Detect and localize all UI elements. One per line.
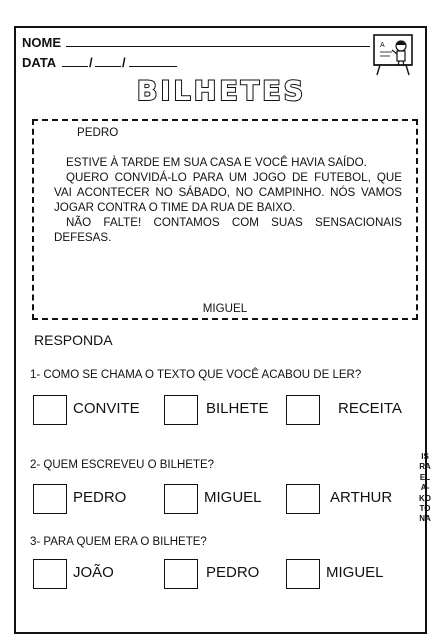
checkbox[interactable] — [164, 484, 198, 514]
date-month-line[interactable] — [95, 66, 121, 67]
option-label: MIGUEL — [326, 564, 384, 581]
classroom-board-icon — [372, 32, 414, 76]
date-separator: / — [122, 55, 126, 70]
svg-text:A: A — [380, 42, 385, 49]
note-paragraph: ESTIVE À TARDE EM SUA CASA E VOCÊ HAVIA SAÍDO. — [66, 156, 367, 169]
section-label: RESPONDA — [34, 332, 113, 348]
option-label: BILHETE — [206, 400, 269, 417]
name-field — [22, 35, 61, 50]
option-label: MIGUEL — [204, 489, 262, 506]
name-label: NOME — [22, 35, 61, 50]
checkbox[interactable] — [33, 395, 67, 425]
checkbox[interactable] — [164, 395, 198, 425]
question-1: 1- COMO SE CHAMA O TEXTO QUE VOCÊ ACABOU DE LER? — [30, 369, 362, 381]
note-signature: MIGUEL — [202, 302, 248, 315]
author-credit: ISRAELA-KOTONA — [419, 452, 431, 524]
note-paragraph: NÃO FALTE! CONTAMOS COM SUAS SENSACIONAIS DEFESAS. — [54, 216, 402, 244]
date-label: DATA — [22, 55, 57, 70]
question-2: 2- QUEM ESCREVEU O BILHETE? — [30, 459, 215, 471]
note-body — [54, 155, 402, 245]
checkbox[interactable] — [286, 559, 320, 589]
option-label: ARTHUR — [330, 489, 393, 506]
checkbox[interactable] — [286, 395, 320, 425]
date-separator: / — [89, 55, 93, 70]
question-3: 3- PARA QUEM ERA O BILHETE? — [30, 536, 207, 548]
note-greeting: PEDRO — [77, 126, 119, 139]
option-label: PEDRO — [206, 564, 260, 581]
option-label: PEDRO — [73, 489, 127, 506]
name-line[interactable] — [66, 46, 370, 47]
note-box — [32, 119, 418, 320]
option-label: RECEITA — [338, 400, 402, 417]
checkbox[interactable] — [33, 559, 67, 589]
note-paragraph: QUERO CONVIDÁ-LO PARA UM JOGO DE FUTEBOL, QUE VAI ACONTECER NO SÁBADO, NO CAMPINHO. NÓS VAMOS JOGAR CONTRA O TIME DA RUA DE BAIXO. — [54, 171, 402, 214]
option-label: CONVITE — [73, 400, 140, 417]
date-year-line[interactable] — [129, 66, 177, 67]
checkbox[interactable] — [33, 484, 67, 514]
option-label: JOÃO — [73, 564, 114, 581]
date-day-line[interactable] — [62, 66, 88, 67]
page-title: BILHETES — [136, 76, 307, 107]
checkbox[interactable] — [164, 559, 198, 589]
checkbox[interactable] — [286, 484, 320, 514]
date-field — [22, 55, 56, 70]
